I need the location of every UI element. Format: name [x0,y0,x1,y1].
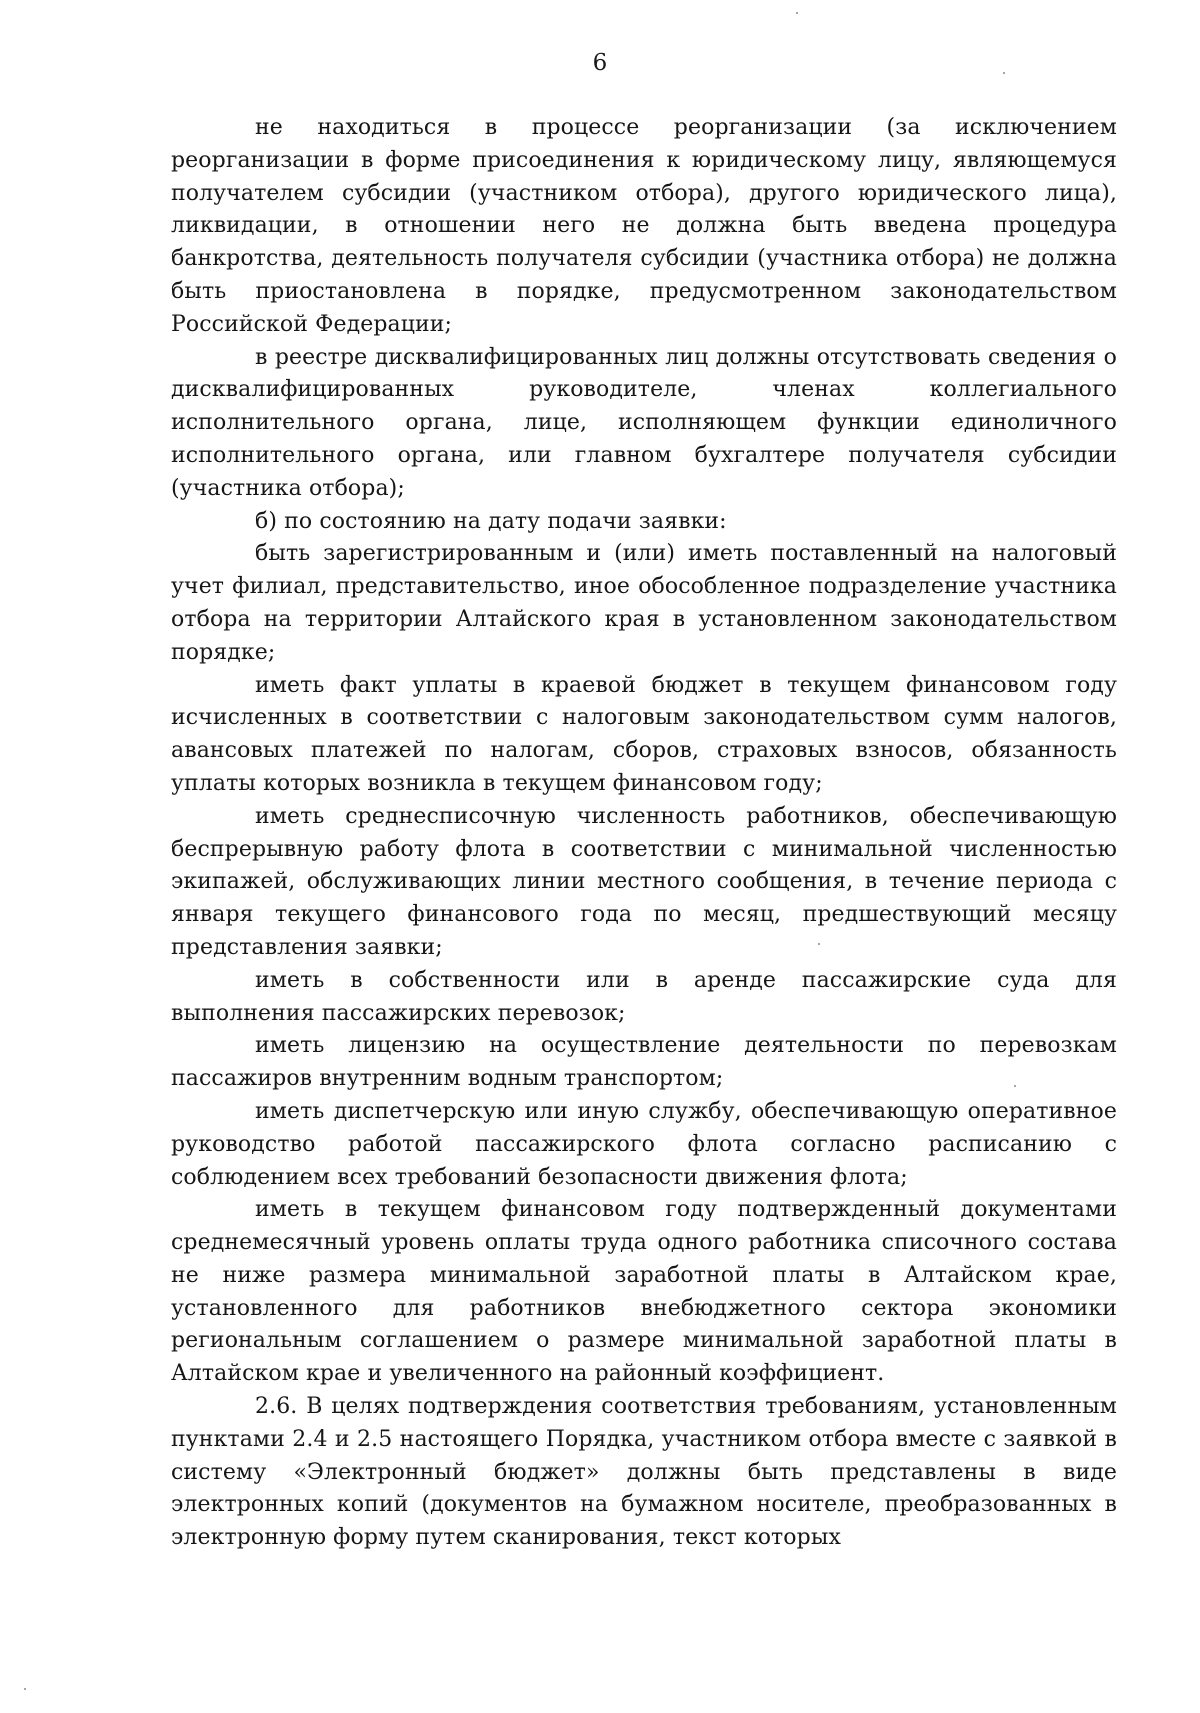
paragraph-wages: иметь в текущем финансовом году подтвержденный документами среднемесячный уровень оплаты труда одного работника списочного состава не ниже размера минимальной заработной платы в Алтайском крае, установленного для работников внебюджетного сектора экономики региональным соглашением о размере минимальной заработной платы в Алтайском крае и увеличенного на районный коэффициент. [171,1197,1117,1387]
paragraph-staff-count: иметь среднесписочную численность работников, обеспечивающую беспрерывную работу флота в соответствии с минимальной численностью экипажей, обслуживающих линии местного сообщения, в течение периода с января текущего финансового года по месяц, предшествующий месяцу представления заявки; [171,803,1117,960]
scan-speck [1003,72,1005,74]
scan-speck [1014,1085,1016,1087]
paragraph-registration: быть зарегистрированным и (или) иметь поставленный на налоговый учет филиал, представительство, иное обособленное подразделение участника отбора на территории Алтайского края в установленном законодательством порядке; [171,541,1117,665]
scan-speck [24,1688,26,1690]
paragraph-reorganization: не находиться в процессе реорганизации (за исключением реорганизации в форме присоединения к юридическому лицу, являющемуся получателем субсидии (участником отбора), другого юридического лица), ликвидации, в отношении него не должна быть введена процедура банкротства, деятельность получателя субсидии (участника отбора) не должна быть приостановлена в порядке, предусмотренном законодательством Российской Федерации; [171,115,1117,337]
paragraph-disqualified-registry: в реестре дисквалифицированных лиц должны отсутствовать сведения о дисквалифицированных руководителе, членах коллегиального исполнительного органа, лице, исполняющем функции единоличного исполнительного органа, или главном бухгалтере получателя субсидии (участника отбора); [171,344,1117,501]
scan-speck [796,12,798,14]
document-body [171,112,1117,1555]
paragraph-vessels: иметь в собственности или в аренде пассажирские суда для выполнения пассажирских перевозок; [171,967,1117,1026]
paragraph-dispatch-service: иметь диспетчерскую или иную службу, обеспечивающую оперативное руководство работой пассажирского флота согласно расписанию с соблюдением всех требований безопасности движения флота; [171,1098,1117,1190]
paragraph-tax-payment: иметь факт уплаты в краевой бюджет в текущем финансовом году исчисленных в соответствии с налоговым законодательством сумм налогов, авансовых платежей по налогам, сборов, страховых взносов, обязанность уплаты которых возникла в текущем финансовом году; [171,672,1117,796]
scan-speck [818,943,820,945]
paragraph-license: иметь лицензию на осуществление деятельности по перевозкам пассажиров внутренним водным транспортом; [171,1033,1117,1092]
paragraph-section-2-6: 2.6. В целях подтверждения соответствия требованиям, установленным пунктами 2.4 и 2.5 настоящего Порядка, участником отбора вместе с заявкой в систему «Электронный бюджет» должны быть представлены в виде электронных копий (документов на бумажном носителе, преобразованных в электронную форму путем сканирования, текст которых [171,1394,1117,1551]
page-number: 6 [592,50,608,76]
paragraph-application-date: б) по состоянию на дату подачи заявки: [255,508,727,534]
